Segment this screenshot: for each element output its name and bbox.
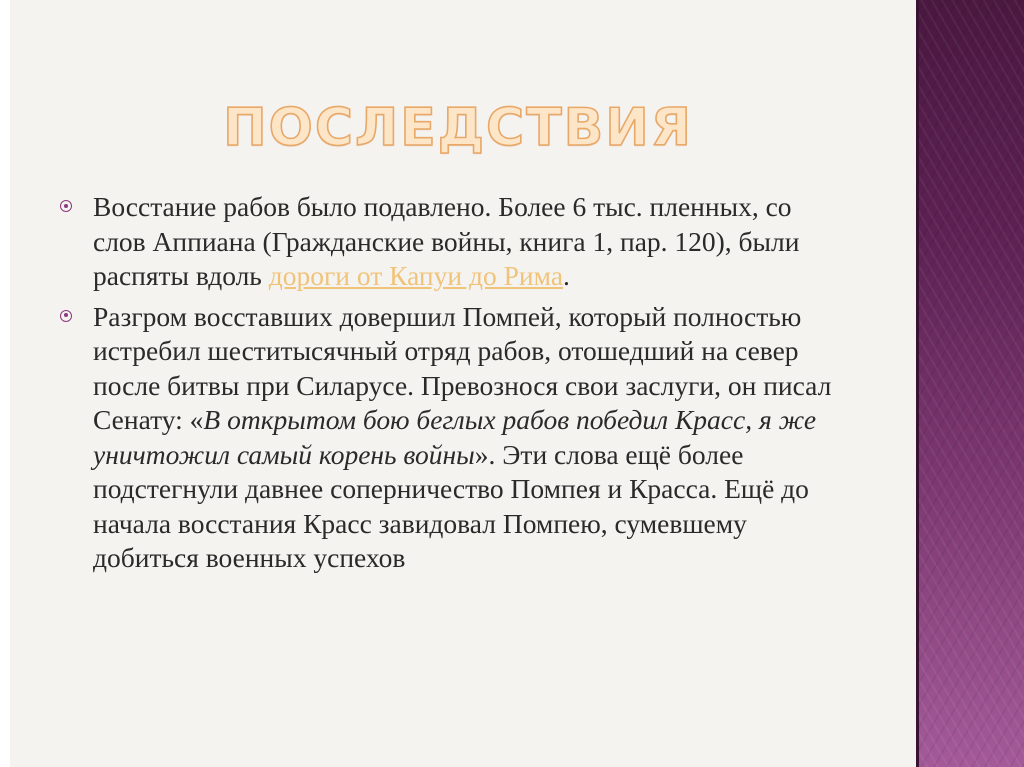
circle-dot-icon	[60, 200, 72, 212]
sidebar-edge	[916, 0, 919, 767]
link-road-capua-rome[interactable]: дороги от Капуи до Рима	[268, 260, 564, 291]
slide-title: ПОСЛЕДСТВИЯ	[223, 98, 693, 158]
circle-dot-icon	[60, 310, 72, 322]
bullet-list	[60, 190, 850, 582]
decorative-sidebar	[916, 0, 1024, 767]
bullet-2-text: Разгром восставших довершил Помпей, который полностью истребил шеститысячный отряд рабов, отошедший на север после битвы при Силарусе. Превознося свои заслуги, он писал Сенату: «	[93, 300, 832, 435]
bullet-1-text: Восстание рабов было подавлено. Более 6 тыс. пленных, со слов Аппиана (Гражданские войны, книга 1, пар. 120), были распяты вдоль	[93, 191, 800, 291]
bullet-item-2	[60, 300, 850, 576]
bullet-2-quote: В открытом бою беглых рабов победил Красс, я же уничтожил самый корень войны	[93, 404, 817, 470]
sidebar-texture	[916, 0, 1024, 767]
bullet-1-end: .	[563, 260, 570, 291]
bullet-2-end: ». Эти слова ещё более подстегнули давнее соперничество Помпея и Красса. Ещё до начала восстания Красс завидовал Помпею, сумевшему добиться военных успехов	[93, 438, 809, 573]
bullet-item-1	[60, 190, 850, 294]
